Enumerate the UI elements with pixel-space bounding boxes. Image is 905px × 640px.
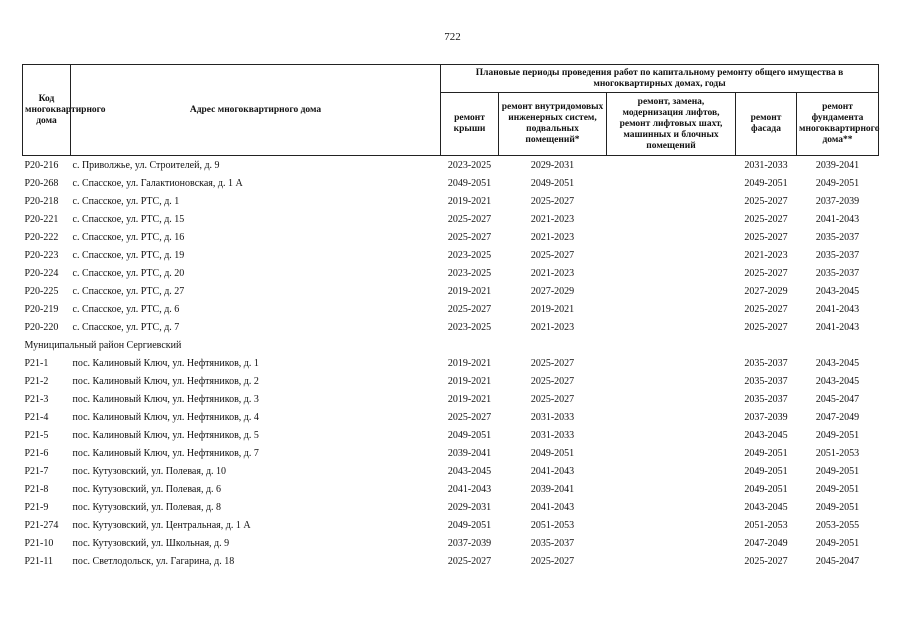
cell-foundation: 2049-2051 [815, 501, 860, 513]
cell-address: с. Спасское, ул. РТС, д. 20 [72, 267, 185, 279]
cell-facade: 2049-2051 [744, 465, 788, 477]
header-address: Адрес многоквартирного дома [71, 65, 441, 156]
table-row [23, 156, 879, 175]
cell-code: P21-7 [24, 465, 49, 477]
cell-address: с. Спасское, ул. РТС, д. 7 [72, 321, 180, 333]
table-row [23, 498, 879, 516]
cell-code: P21-5 [24, 429, 49, 441]
cell-code: P20-219 [24, 303, 59, 315]
cell-code: P20-225 [24, 285, 59, 297]
cell-roof: 2023-2025 [447, 249, 492, 261]
cell-systems: 2031-2033 [530, 429, 575, 441]
cell-facade: 2047-2049 [744, 537, 788, 549]
cell-lifts [607, 516, 736, 534]
cell-address: пос. Калиновый Ключ, ул. Нефтяников, д. 3 [72, 393, 259, 405]
cell-facade: 2025-2027 [744, 303, 788, 315]
cell-foundation: 2051-2053 [815, 447, 860, 459]
cell-foundation: 2045-2047 [815, 555, 860, 567]
cell-facade: 2043-2045 [744, 501, 788, 513]
cell-code: P20-222 [24, 231, 59, 243]
cell-roof: 2023-2025 [447, 321, 492, 333]
cell-systems: 2027-2029 [530, 285, 575, 297]
cell-facade: 2025-2027 [744, 195, 788, 207]
cell-foundation: 2037-2039 [815, 195, 860, 207]
cell-foundation: 2047-2049 [815, 411, 860, 423]
cell-address: с. Спасское, ул. РТС, д. 16 [72, 231, 185, 243]
cell-foundation: 2041-2043 [815, 303, 860, 315]
cell-foundation: 2035-2037 [815, 231, 860, 243]
cell-foundation: 2043-2045 [815, 375, 860, 387]
cell-foundation: 2039-2041 [815, 159, 860, 171]
cell-facade: 2027-2029 [744, 285, 788, 297]
cell-roof: 2023-2025 [447, 159, 492, 171]
cell-systems: 2049-2051 [530, 177, 575, 189]
table-row [23, 444, 879, 462]
cell-code: P21-6 [24, 447, 49, 459]
repair-schedule-table [22, 64, 879, 570]
header-systems: ремонт внутридомовых инженерных систем, подвальных помещений* [499, 93, 607, 156]
cell-roof: 2049-2051 [447, 429, 492, 441]
cell-address: с. Спасское, ул. РТС, д. 27 [72, 285, 185, 297]
cell-address: с. Приволжье, ул. Строителей, д. 9 [72, 159, 220, 171]
cell-address: с. Спасское, ул. Галактионовская, д. 1 А [72, 177, 243, 189]
cell-code: P20-218 [24, 195, 59, 207]
cell-facade: 2035-2037 [744, 393, 788, 405]
cell-systems: 2029-2031 [530, 159, 575, 171]
cell-lifts [607, 426, 736, 444]
cell-foundation: 2049-2051 [815, 537, 860, 549]
cell-code: P21-2 [24, 375, 49, 387]
cell-address: с. Спасское, ул. РТС, д. 19 [72, 249, 185, 261]
table-row [23, 462, 879, 480]
cell-code: P21-3 [24, 393, 49, 405]
cell-systems: 2041-2043 [530, 465, 575, 477]
table-row [23, 408, 879, 426]
cell-roof: 2019-2021 [447, 285, 492, 297]
cell-roof: 2029-2031 [447, 501, 492, 513]
table-row [23, 552, 879, 570]
cell-roof: 2025-2027 [447, 411, 492, 423]
cell-address: пос. Кутузовский, ул. Центральная, д. 1 А [72, 519, 251, 531]
cell-lifts [607, 210, 736, 228]
cell-facade: 2025-2027 [744, 231, 788, 243]
cell-lifts [607, 408, 736, 426]
cell-systems: 2025-2027 [530, 249, 575, 261]
cell-systems: 2025-2027 [530, 393, 575, 405]
cell-lifts [607, 192, 736, 210]
cell-code: P21-1 [24, 357, 49, 369]
cell-facade: 2025-2027 [744, 321, 788, 333]
header-code: Код многоквартирного дома [23, 65, 71, 156]
table-row [23, 228, 879, 246]
cell-code: P20-224 [24, 267, 59, 279]
cell-lifts [607, 246, 736, 264]
cell-facade: 2025-2027 [744, 213, 788, 225]
page-number: 722 [444, 31, 461, 43]
cell-address: пос. Кутузовский, ул. Школьная, д. 9 [72, 537, 230, 549]
cell-systems: 2039-2041 [530, 483, 575, 495]
cell-facade: 2049-2051 [744, 177, 788, 189]
cell-lifts [607, 444, 736, 462]
cell-foundation: 2045-2047 [815, 393, 860, 405]
cell-roof: 2025-2027 [447, 303, 492, 315]
cell-lifts [607, 300, 736, 318]
table-row [23, 210, 879, 228]
cell-facade: 2025-2027 [744, 555, 788, 567]
cell-code: P21-10 [24, 537, 54, 549]
cell-code: P20-223 [24, 249, 59, 261]
cell-systems: 2051-2053 [530, 519, 575, 531]
cell-facade: 2051-2053 [744, 519, 788, 531]
cell-foundation: 2041-2043 [815, 321, 860, 333]
cell-address: пос. Калиновый Ключ, ул. Нефтяников, д. 5 [72, 429, 259, 441]
table-row [23, 480, 879, 498]
cell-lifts [607, 318, 736, 336]
cell-code: P21-9 [24, 501, 49, 513]
cell-code: P21-4 [24, 411, 49, 423]
table-row [23, 300, 879, 318]
cell-address: пос. Калиновый Ключ, ул. Нефтяников, д. 7 [72, 447, 259, 459]
cell-code: P20-268 [24, 177, 59, 189]
table-row [23, 282, 879, 300]
cell-facade: 2049-2051 [744, 447, 788, 459]
cell-facade: 2037-2039 [744, 411, 788, 423]
cell-lifts [607, 354, 736, 372]
header-facade: ремонт фасада [736, 93, 797, 156]
cell-foundation: 2049-2051 [815, 483, 860, 495]
cell-foundation: 2043-2045 [815, 285, 860, 297]
cell-lifts [607, 552, 736, 570]
cell-roof: 2023-2025 [447, 267, 492, 279]
cell-systems: 2021-2023 [530, 321, 575, 333]
cell-roof: 2019-2021 [447, 393, 492, 405]
cell-roof: 2019-2021 [447, 195, 492, 207]
cell-foundation: 2053-2055 [815, 519, 860, 531]
cell-lifts [607, 156, 736, 175]
cell-foundation: 2049-2051 [815, 429, 860, 441]
cell-facade: 2035-2037 [744, 375, 788, 387]
cell-foundation: 2041-2043 [815, 213, 860, 225]
header-foundation: ремонт фундамента многоквартирного дома** [797, 93, 879, 156]
cell-code: P21-8 [24, 483, 49, 495]
cell-systems: 2049-2051 [530, 447, 575, 459]
cell-systems: 2019-2021 [530, 303, 575, 315]
cell-roof: 2019-2021 [447, 375, 492, 387]
cell-systems: 2021-2023 [530, 267, 575, 279]
cell-address: пос. Кутузовский, ул. Полевая, д. 6 [72, 483, 222, 495]
cell-facade: 2049-2051 [744, 483, 788, 495]
cell-systems: 2041-2043 [530, 501, 575, 513]
cell-roof: 2043-2045 [447, 465, 492, 477]
cell-lifts [607, 390, 736, 408]
cell-address: с. Спасское, ул. РТС, д. 1 [72, 195, 180, 207]
table-row [23, 174, 879, 192]
cell-foundation: 2035-2037 [815, 267, 860, 279]
cell-systems: 2021-2023 [530, 231, 575, 243]
cell-code: P20-220 [24, 321, 59, 333]
cell-foundation: 2049-2051 [815, 177, 860, 189]
cell-roof: 2037-2039 [447, 537, 492, 549]
cell-roof: 2025-2027 [447, 555, 492, 567]
header-lifts: ремонт, замена, модернизация лифтов, ремонт лифтовых шахт, машинных и блочных помещений [607, 93, 736, 156]
cell-systems: 2025-2027 [530, 195, 575, 207]
cell-facade: 2035-2037 [744, 357, 788, 369]
cell-roof: 2025-2027 [447, 213, 492, 225]
cell-address: пос. Калиновый Ключ, ул. Нефтяников, д. 2 [72, 375, 259, 387]
cell-lifts [607, 462, 736, 480]
table-row [23, 246, 879, 264]
cell-code: P21-11 [24, 555, 54, 567]
table-row [23, 264, 879, 282]
table-header [23, 65, 879, 156]
table-row [23, 372, 879, 390]
table-row [23, 534, 879, 552]
cell-lifts [607, 480, 736, 498]
cell-roof: 2049-2051 [447, 519, 492, 531]
cell-lifts [607, 498, 736, 516]
cell-systems: 2025-2027 [530, 357, 575, 369]
cell-code: P21-274 [24, 519, 59, 531]
cell-roof: 2049-2051 [447, 177, 492, 189]
cell-foundation: 2043-2045 [815, 357, 860, 369]
cell-systems: 2025-2027 [530, 555, 575, 567]
header-roof: ремонт крыши [441, 93, 499, 156]
district-heading: Муниципальный район Сергиевский [24, 339, 182, 351]
cell-roof: 2025-2027 [447, 231, 492, 243]
cell-address: с. Спасское, ул. РТС, д. 6 [72, 303, 180, 315]
cell-lifts [607, 282, 736, 300]
table-row [23, 192, 879, 210]
cell-systems: 2031-2033 [530, 411, 575, 423]
cell-roof: 2041-2043 [447, 483, 492, 495]
cell-roof: 2019-2021 [447, 357, 492, 369]
cell-lifts [607, 264, 736, 282]
cell-facade: 2025-2027 [744, 267, 788, 279]
district-row [23, 336, 879, 354]
cell-facade: 2021-2023 [744, 249, 788, 261]
table-row [23, 318, 879, 336]
cell-systems: 2025-2027 [530, 375, 575, 387]
cell-facade: 2043-2045 [744, 429, 788, 441]
cell-code: P20-216 [24, 159, 59, 171]
header-periods: Плановые периоды проведения работ по капитальному ремонту общего имущества в многоквартирных домах, годы [441, 65, 879, 93]
cell-address: с. Спасское, ул. РТС, д. 15 [72, 213, 185, 225]
cell-address: пос. Кутузовский, ул. Полевая, д. 10 [72, 465, 227, 477]
cell-lifts [607, 372, 736, 390]
cell-lifts [607, 534, 736, 552]
cell-foundation: 2035-2037 [815, 249, 860, 261]
cell-foundation: 2049-2051 [815, 465, 860, 477]
table-row [23, 354, 879, 372]
cell-lifts [607, 228, 736, 246]
cell-facade: 2031-2033 [744, 159, 788, 171]
table-row [23, 516, 879, 534]
table-row [23, 426, 879, 444]
cell-address: пос. Калиновый Ключ, ул. Нефтяников, д. 4 [72, 411, 259, 423]
table-body [23, 156, 879, 571]
cell-code: P20-221 [24, 213, 59, 225]
cell-address: пос. Калиновый Ключ, ул. Нефтяников, д. 1 [72, 357, 259, 369]
cell-lifts [607, 174, 736, 192]
cell-systems: 2035-2037 [530, 537, 575, 549]
table-row [23, 390, 879, 408]
cell-systems: 2021-2023 [530, 213, 575, 225]
cell-address: пос. Кутузовский, ул. Полевая, д. 8 [72, 501, 222, 513]
cell-address: пос. Светлодольск, ул. Гагарина, д. 18 [72, 555, 235, 567]
cell-roof: 2039-2041 [447, 447, 492, 459]
